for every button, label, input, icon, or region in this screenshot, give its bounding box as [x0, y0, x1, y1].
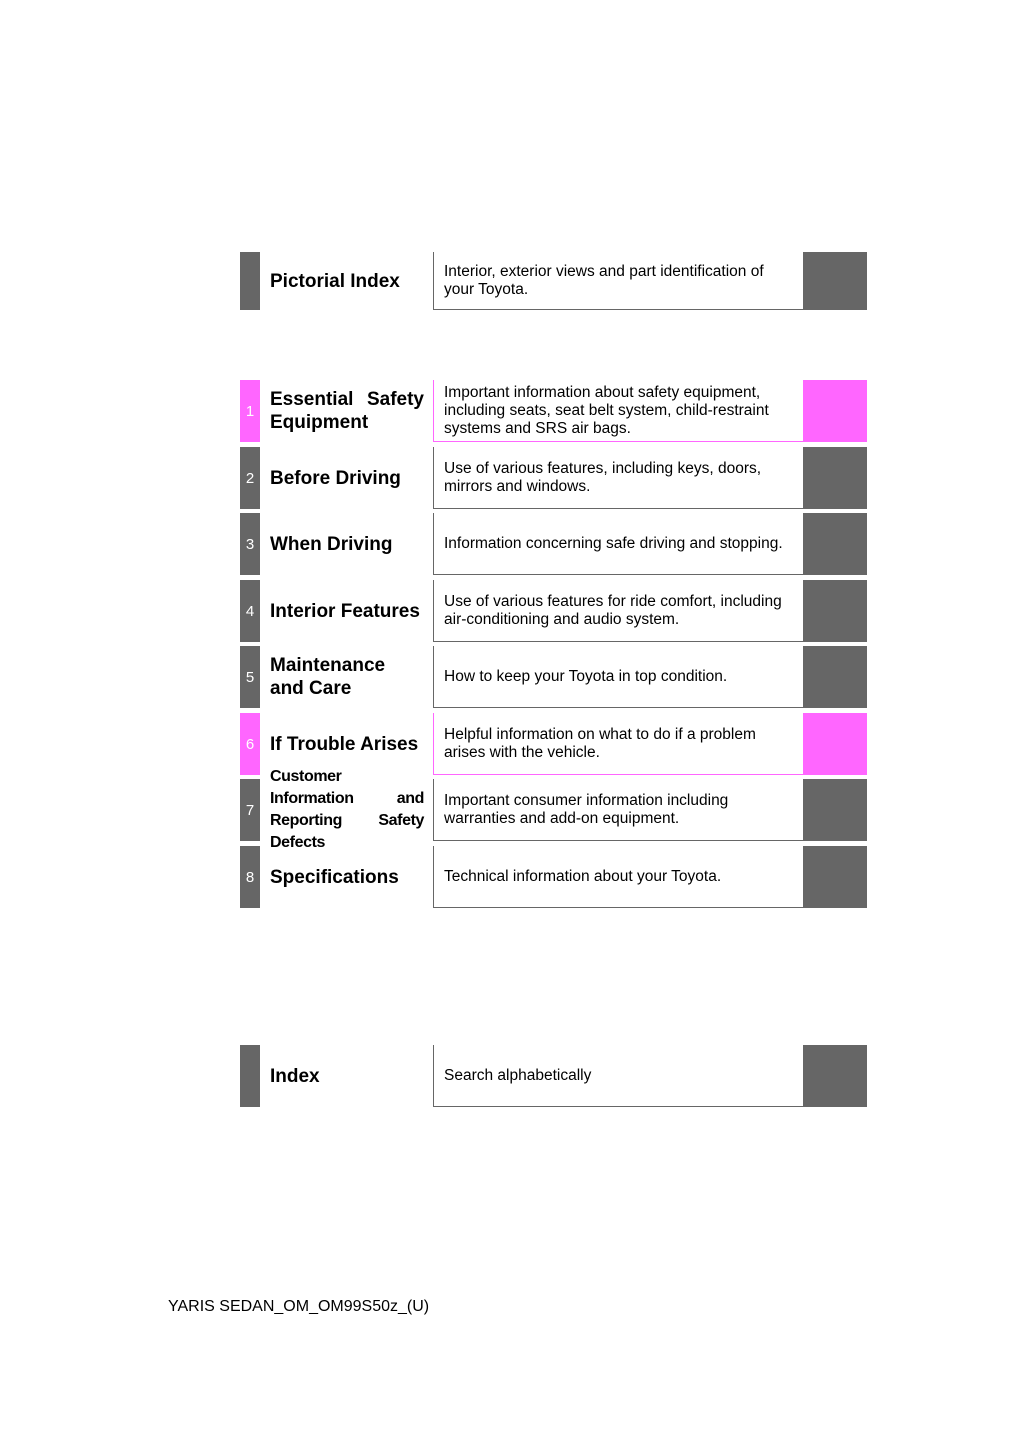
thumb-index-tab[interactable]: [803, 646, 867, 708]
section-tab: [240, 252, 260, 310]
thumb-index-tab[interactable]: [803, 513, 867, 575]
chapter-description: Important consumer information including warranties and add-on equipment.: [433, 779, 803, 841]
thumb-index-tab[interactable]: [803, 380, 867, 442]
chapter-row-8[interactable]: [240, 846, 867, 908]
chapter-number-tab: 6: [240, 713, 260, 775]
chapter-title: Interior Features: [270, 600, 420, 622]
chapter-description: Technical information about your Toyota.: [433, 846, 803, 908]
section-title: Index: [270, 1065, 320, 1087]
chapter-description: Important information about safety equipment, including seats, seat belt system, child-restraint systems and SRS air bags.: [433, 380, 803, 442]
thumb-index-tab[interactable]: [803, 779, 867, 841]
document-footer: YARIS SEDAN_OM_OM99S50z_(U): [168, 1298, 430, 1315]
thumb-index-tab[interactable]: [803, 846, 867, 908]
chapter-title: Customer Information and Reporting Safety Defects: [270, 768, 424, 851]
thumb-index-tab[interactable]: [803, 447, 867, 509]
chapter-number-tab: 1: [240, 380, 260, 442]
thumb-index-tab[interactable]: [803, 580, 867, 642]
chapter-number-tab: 2: [240, 447, 260, 509]
thumb-index-tab[interactable]: [803, 1045, 867, 1107]
chapter-description: Use of various features, including keys, doors, mirrors and windows.: [433, 447, 803, 509]
section-tab: [240, 1045, 260, 1107]
chapter-number-tab: 4: [240, 580, 260, 642]
chapter-number-tab: 7: [240, 779, 260, 841]
section-description: Search alphabetically: [433, 1045, 803, 1107]
chapter-row-4[interactable]: [240, 580, 867, 642]
chapter-title: Maintenance and Care: [270, 655, 386, 699]
chapter-description: Helpful information on what to do if a problem arises with the vehicle.: [433, 713, 803, 775]
chapter-title: Before Driving: [270, 467, 401, 489]
chapter-row-2[interactable]: [240, 447, 867, 509]
chapter-number-tab: 5: [240, 646, 260, 708]
chapter-title: When Driving: [270, 533, 393, 555]
chapter-description: How to keep your Toyota in top condition.: [433, 646, 803, 708]
index-row[interactable]: [240, 1045, 867, 1107]
thumb-index-tab[interactable]: [803, 713, 867, 775]
chapter-description: Information concerning safe driving and stopping.: [433, 513, 803, 575]
chapter-row-1[interactable]: [240, 380, 867, 442]
thumb-index-tab[interactable]: [803, 252, 867, 310]
pictorial-index-row[interactable]: [240, 252, 867, 310]
chapter-number-tab: 8: [240, 846, 260, 908]
chapter-title: Specifications: [270, 866, 399, 888]
section-title: Pictorial Index: [270, 270, 400, 292]
chapter-row-3[interactable]: [240, 513, 867, 575]
chapter-title: Essential Safety Equipment: [270, 389, 424, 433]
chapter-title: If Trouble Arises: [270, 733, 419, 755]
chapter-row-7[interactable]: [240, 768, 867, 851]
chapter-number-tab: 3: [240, 513, 260, 575]
section-description: Interior, exterior views and part identification of your Toyota.: [433, 252, 803, 310]
chapter-row-5[interactable]: [240, 646, 867, 708]
chapter-description: Use of various features for ride comfort, including air-conditioning and audio system.: [433, 580, 803, 642]
